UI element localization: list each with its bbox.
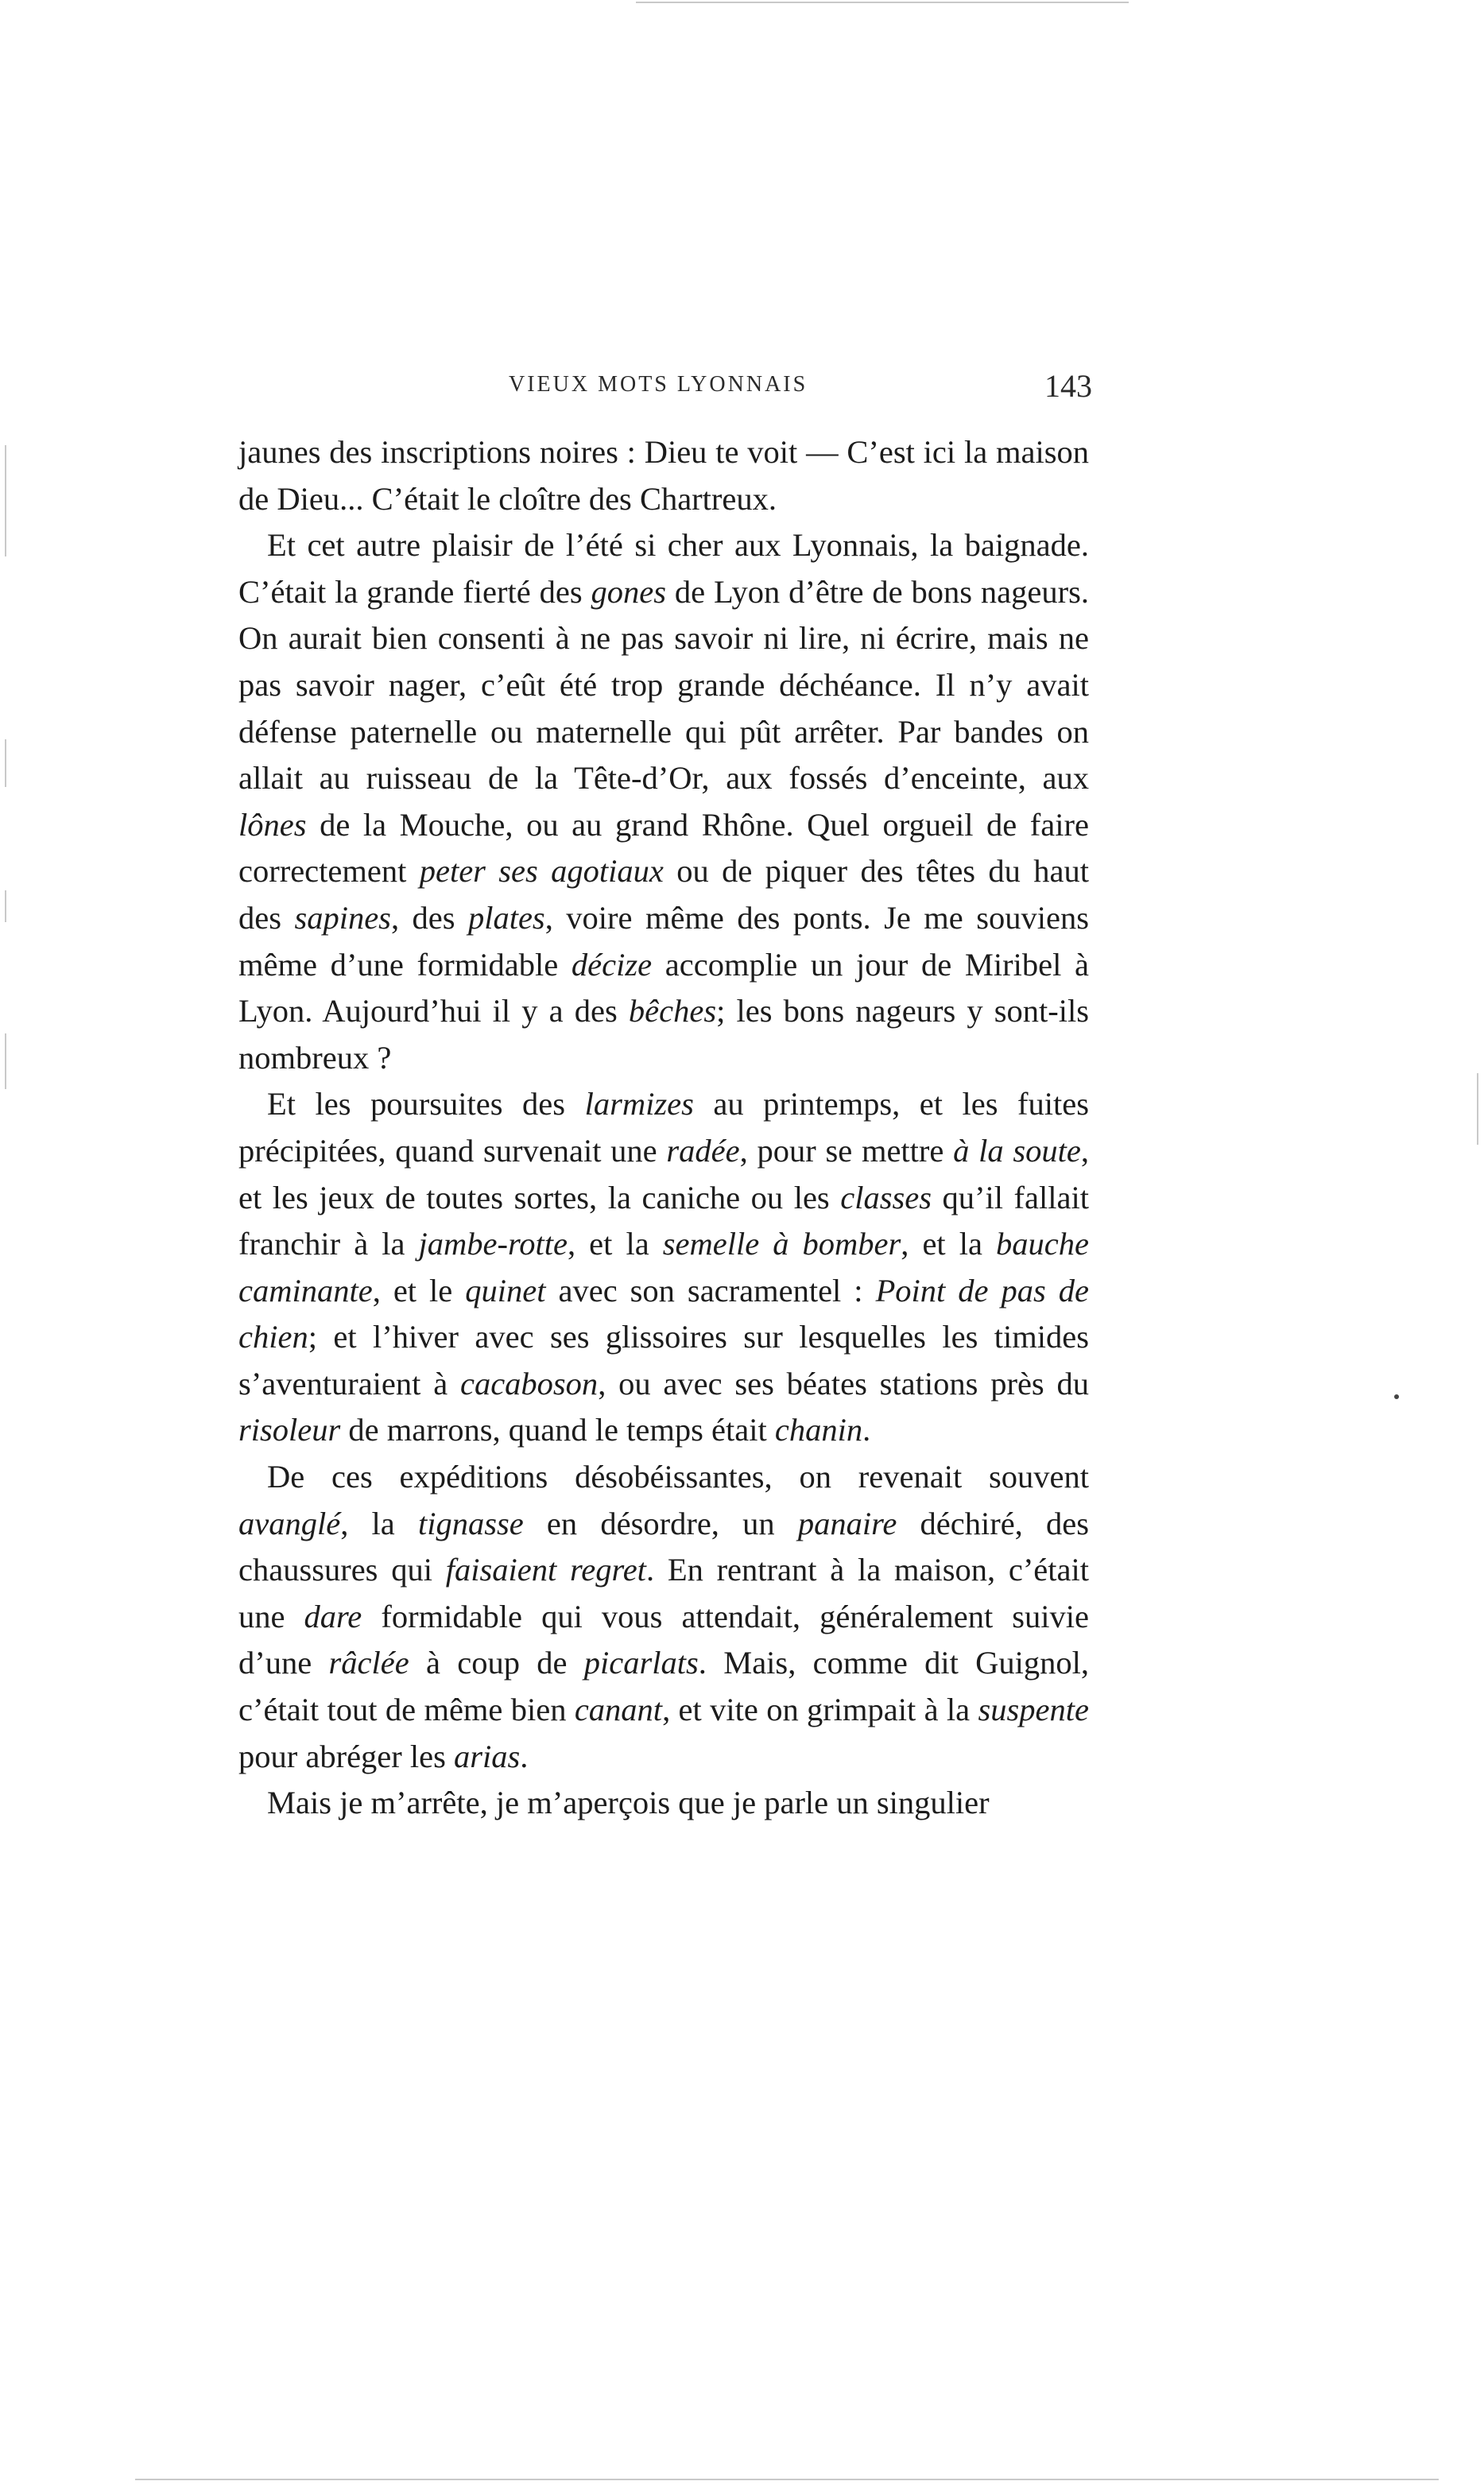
page-header [238,367,1105,415]
scan-artifact-right [1477,1073,1478,1145]
paragraph: De ces expéditions désobéissantes, on revenait souvent avanglé, la tignasse en désordre, un panaire déchiré, des chaussures qui faisaient regret. En rentrant à la maison, c’était une dare formidable qui vous attendait, généralement suivie d’une râclée à coup de picarlats. Mais, comme dit Guignol, c’était tout de même bien canant, et vite on grimpait à la suspente pour abréger les arias. [238,1459,1090,1774]
scan-artifact-left [5,445,6,556]
paragraph: jaunes des inscriptions noires : Dieu te voit — C’est ici la maison de Dieu... C’était le cloître des Chartreux. [238,434,1089,517]
paragraph: Et cet autre plaisir de l’été si cher aux Lyonnais, la baignade. C’était la grande fierté des gones de Lyon d’être de bons nageurs. On aurait bien consenti à ne pas savoir ni lire, ni écrire, mais ne pas savoir nager, c’eût été trop grande déchéance. Il n’y avait défense paternelle ou maternelle qui pût arrêter. Par bandes on allait au ruisseau de la Tête-d’Or, aux fossés d’enceinte, aux lônes de la Mouche, ou au grand Rhône. Quel orgueil de faire correctement peter ses agotiaux ou de piquer des têtes du haut des sapines, des plates, voire même des ponts. Je me souviens même d’une formidable décize accomplie un jour de Miribel à Lyon. Aujourd’hui il y a des bêches; les bons nageurs y sont-ils nombreux ? [238,527,1090,1076]
scan-artifact-bottom [135,2479,1439,2480]
running-head: VIEUX MOTS LYONNAIS [509,372,808,397]
scan-artifact-dot [1394,1394,1399,1399]
body-text [238,429,1089,1827]
page-number: 143 [1044,368,1092,404]
paragraph: Mais je m’arrête, je m’aperçois que je parle un singulier [267,1785,990,1821]
scan-artifact-left-2 [5,739,6,787]
scan-artifact-left-3 [5,890,6,922]
scan-artifact-top [636,2,1129,3]
scan-artifact-left-4 [5,1033,6,1089]
paragraph: Et les poursuites des larmizes au printemps, et les fuites précipitées, quand survenait une radée, pour se mettre à la soute, et les jeux de toutes sortes, la caniche ou les classes qu’il fallait franchir à la jambe-rotte, et la semelle à bomber, et la bauche caminante, et le quinet avec son sacramentel : Point de pas de chien; et l’hiver avec ses glissoires sur lesquelles les timides s’aventuraient à cacaboson, ou avec ses béates stations près du risoleur de marrons, quand le temps était chanin. [238,1086,1089,1448]
